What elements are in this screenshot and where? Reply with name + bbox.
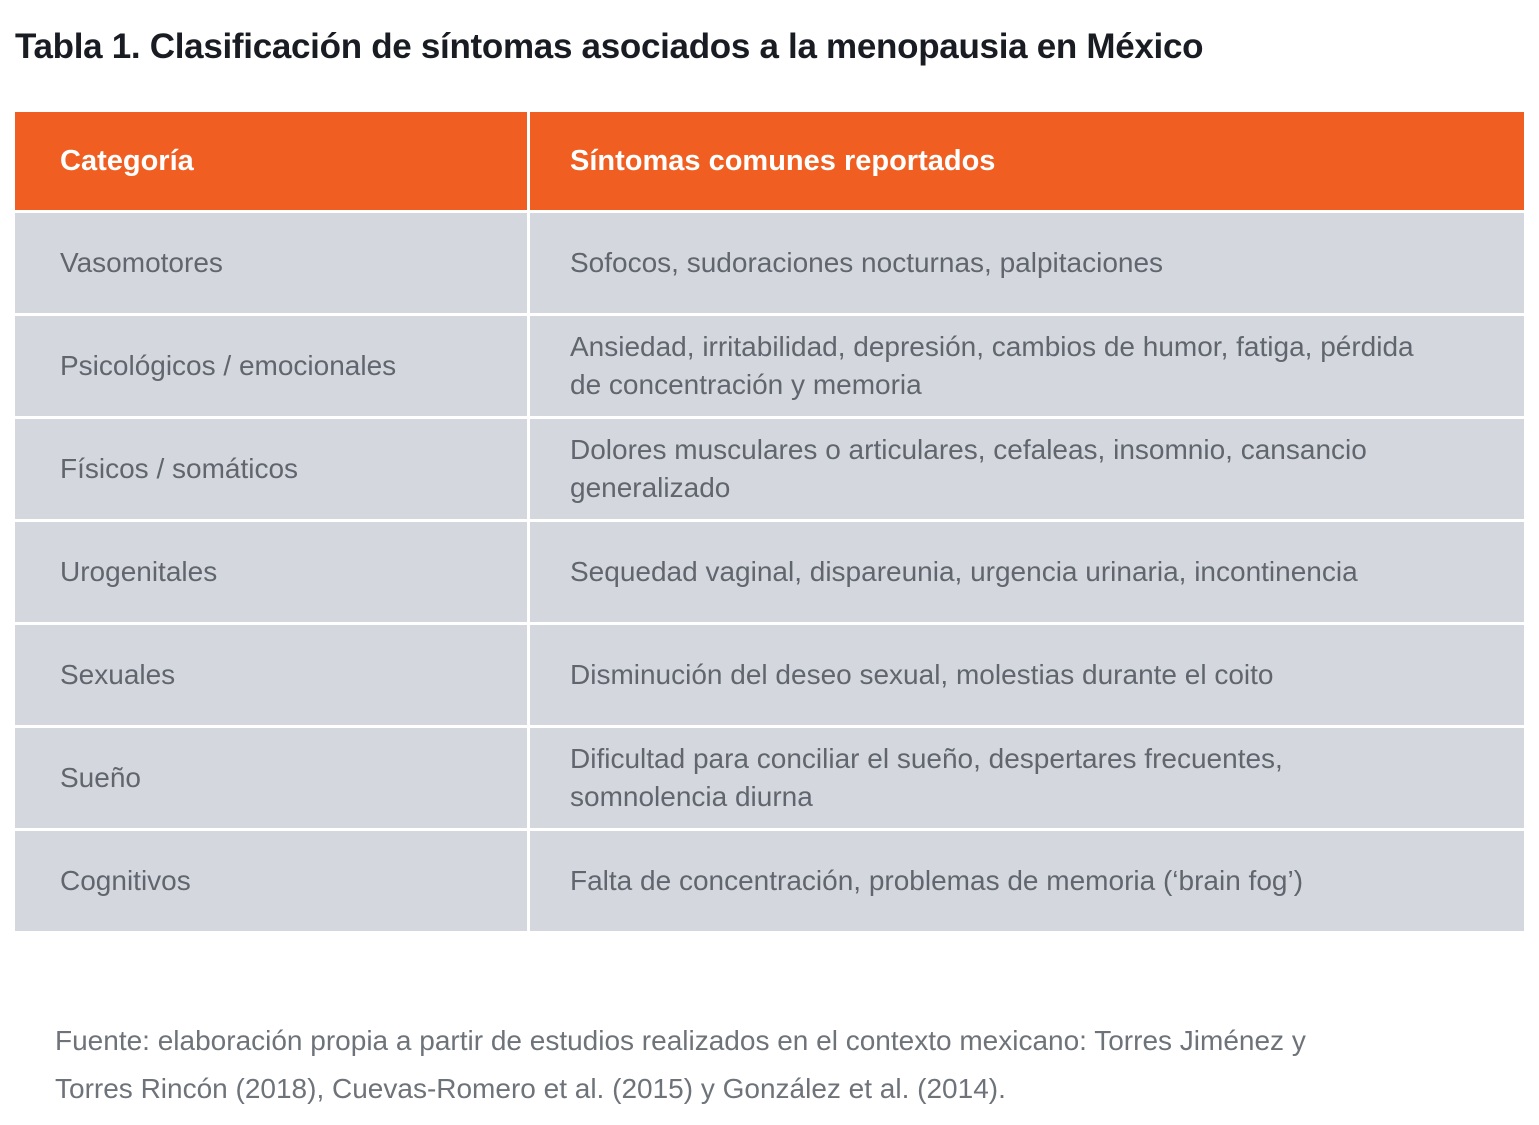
category-cell-psicologicos: Psicológicos / emocionales xyxy=(15,316,527,416)
symptoms-cell-cognitivos: Falta de concentración, problemas de memoria (‘brain fog’) xyxy=(530,831,1524,931)
category-cell-sexuales: Sexuales xyxy=(15,625,527,725)
source-note xyxy=(55,1017,1505,1113)
source-line-2: Torres Rincón (2018), Cuevas-Romero et al. (2015) y González et al. (2014). xyxy=(55,1073,1006,1104)
category-cell-urogenitales: Urogenitales xyxy=(15,522,527,622)
source-line-1: Fuente: elaboración propia a partir de estudios realizados en el contexto mexicano: Torres Jiménez y xyxy=(55,1025,1306,1056)
symptoms-table xyxy=(15,112,1524,931)
column-header-sintomas: Síntomas comunes reportados xyxy=(530,112,1524,210)
symptoms-cell-sexuales: Disminución del deseo sexual, molestias durante el coito xyxy=(530,625,1524,725)
category-cell-vasomotores: Vasomotores xyxy=(15,213,527,313)
symptoms-cell-vasomotores: Sofocos, sudoraciones nocturnas, palpitaciones xyxy=(530,213,1524,313)
table-title: Tabla 1. Clasificación de síntomas asociados a la menopausia en México xyxy=(15,27,1204,66)
symptoms-cell-psicologicos: Ansiedad, irritabilidad, depresión, cambios de humor, fatiga, pérdida de concentración y memoria xyxy=(530,316,1524,416)
category-cell-fisicos: Físicos / somáticos xyxy=(15,419,527,519)
category-cell-sueno: Sueño xyxy=(15,728,527,828)
column-header-categoria: Categoría xyxy=(15,112,527,210)
symptoms-cell-sueno: Dificultad para conciliar el sueño, despertares frecuentes, somnolencia diurna xyxy=(530,728,1524,828)
symptoms-cell-fisicos: Dolores musculares o articulares, cefaleas, insomnio, cansancio generalizado xyxy=(530,419,1524,519)
symptoms-cell-urogenitales: Sequedad vaginal, dispareunia, urgencia urinaria, incontinencia xyxy=(530,522,1524,622)
category-cell-cognitivos: Cognitivos xyxy=(15,831,527,931)
